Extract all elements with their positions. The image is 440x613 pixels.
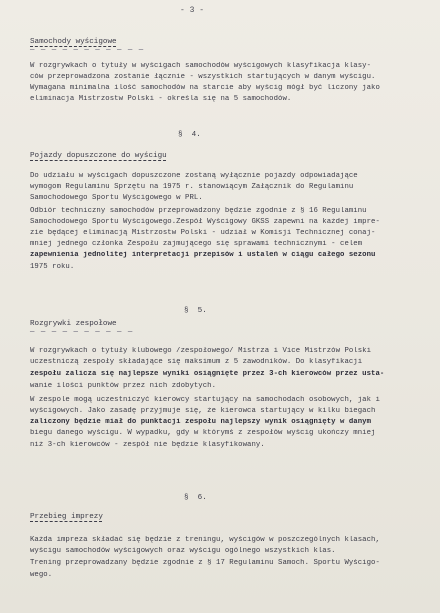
body-line: W zespole mogą uczestniczyć kierowcy startujący na samochodach osobowych, jak i [30, 396, 380, 404]
paragraph-number: § 5. [184, 307, 207, 315]
body-line: uczestniczą zespoły składające się maksimum z 5 zawodników. Do klasyfikacji [30, 358, 363, 366]
body-line: zespołu zalicza się najlepsze wyniki osiągnięte przez 3-ch kierowców przez usta- [30, 370, 385, 378]
paragraph-number: § 6. [184, 494, 207, 502]
paragraph-number: § 4. [178, 131, 201, 139]
section-heading-pojazdy: Pojazdy dopuszczone do wyścigu [30, 152, 167, 160]
body-line: wanie ilości punktów przez nich zdobytych. [30, 382, 217, 390]
body-line: Odbiór techniczny samochodów przeprowadzony będzie zgodnie z § 16 Regulaminu [30, 207, 367, 215]
body-line: wymogom Regulaminu Sprzętu na 1975 r. stanowiącym Załącznik do Regulaminu [30, 183, 354, 191]
heading-underline-dashes: — — — — — — — — — — — [30, 46, 145, 54]
body-line: wyścigu samochodów wyścigowych oraz wyścigu ogólnego wszystkich klas. [30, 547, 336, 555]
section-heading-przebieg: Przebieg imprezy [30, 513, 103, 521]
body-line: wego. [30, 571, 53, 579]
body-line: W rozgrywkach o tytuły w wyścigach samochodów wyścigowych klasyfikacja klasy- [30, 62, 372, 70]
body-line: zie będącej eliminacją Mistrzostw Polski - udział w Komisji Technicznej conaj- [30, 229, 376, 237]
body-line: zapewnienia jednolitej interpretacji przepisów i ustaleń w ciągu całego sezonu [30, 251, 376, 259]
body-line: niż 3-ch kierowców - zespół nie będzie klasyfikowany. [30, 441, 265, 449]
body-line: eliminacja Mistrzostw Polski - określa się na 5 samochodów. [30, 95, 292, 103]
body-line: 1975 roku. [30, 263, 75, 271]
body-line: mniej jednego członka Zespołu zajmującego się sprawami technicznymi - celem [30, 240, 363, 248]
body-line: Każda impreza składać się będzie z treningu, wyścigów w poszczególnych klasach, [30, 536, 380, 544]
body-line: Samochodowego Sportu Wyścigowego.Zespół Wyścigowy GKSS zapewni na każdej impre- [30, 218, 380, 226]
body-line: Wymagana minimalna ilość samochodów na starcie aby wyścig mógł być liczony jako [30, 84, 380, 92]
section-heading-rozgrywki: Rozgrywki zespołowe [30, 320, 117, 328]
body-line: W rozgrywkach o tytuły klubowego /zespołowego/ Mistrza i Vice Mistrzów Polski [30, 347, 372, 355]
body-line: Trening przeprowadzany będzie zgodnie z § 17 Regulaminu Samoch. Sportu Wyścigo- [30, 559, 380, 567]
page-number: - 3 - [180, 6, 205, 15]
body-line: Samochodowego Sportu Wyścigowego w PRL. [30, 194, 203, 202]
body-line: wyścigowych. Jako zasadę przyjmuje się, że kierowca startujący w kilku biegach [30, 407, 376, 415]
section-heading-samochody: Samochody wyścigowe [30, 38, 117, 46]
body-line: Do udziału w wyścigach dopuszczone zostaną wyłącznie pojazdy odpowiadające [30, 172, 358, 180]
body-line: biegu danego wyścigu. W wypadku, gdy w którymś z zespołów wyścig ukończy mniej [30, 429, 376, 437]
heading-underline-dashes: — — — — — — — — — — [30, 328, 134, 336]
body-line: zaliczony będzie miał do punktacji zespołu najlepszy wynik osiągnięty w danym [30, 418, 372, 426]
body-line: ców przeprowadzona zostanie łącznie - wszystkich startujących w danym wyścigu. [30, 73, 376, 81]
